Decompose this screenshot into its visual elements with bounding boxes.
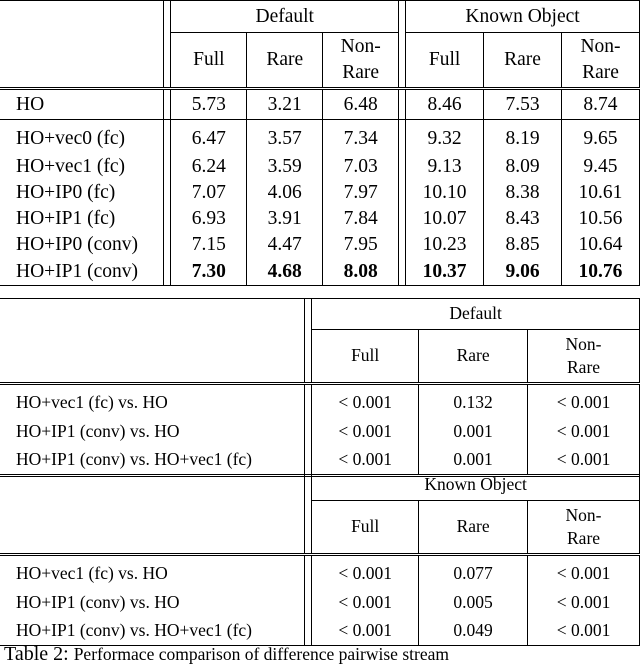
table-cell: 10.23 [422,234,467,256]
table-row [0,232,640,258]
row-label: HO+vec1 (fc) vs. HO [16,392,168,413]
subheader-full: Full [312,501,419,555]
table-cell: 9.45 [561,154,639,180]
caption-label: Table 2: [4,643,69,665]
table-cell: 7.15 [191,234,226,256]
table-row [0,258,640,286]
row-label: HO+IP0 (conv) [16,234,139,256]
table-cell: 3.21 [247,89,323,120]
subheader-rare: Rare [247,33,323,89]
table-cell: 0.001 [419,418,528,446]
subheader-rare: Rare [484,33,562,89]
row-label: HO+IP1 (conv) vs. HO+vec1 (fc) [0,617,305,646]
column-divider [305,299,312,330]
table-cell-best: 7.30 [171,258,247,286]
table-cell: 6.48 [323,89,399,120]
table-subheader-row [0,330,640,384]
table-cell: 8.74 [561,89,639,120]
table-cell: 0.132 [419,384,528,419]
table-cell: < 0.001 [528,617,640,646]
table-cell: < 0.001 [312,617,419,646]
subheader-rare: Rare [419,501,528,555]
table-row [0,180,640,206]
table-cell: 10.61 [561,180,639,206]
table-cell: 10.56 [561,206,639,232]
table-cell: 9.32 [427,128,462,150]
table-cell: 10.10 [422,182,467,204]
group-header-known-object: Known Object [312,470,640,501]
corner-cell [0,1,164,33]
pvalue-table-known-object [0,470,640,646]
table-cell: 8.43 [484,206,562,232]
table-cell: 6.24 [191,156,226,178]
table-subheader-row [0,501,640,555]
table-cell: 8.19 [484,120,562,155]
table-cell-best: 8.08 [323,258,399,286]
row-label: HO+IP1 (conv) vs. HO [16,421,180,442]
table-subheader-row [0,33,640,89]
table-cell: 7.95 [323,232,399,258]
results-table [0,0,640,286]
table-cell: < 0.001 [528,446,640,476]
group-header-known-object: Known Object [406,1,640,33]
table-header-row [0,470,640,501]
table-cell: 6.93 [191,208,226,230]
table-cell: 7.53 [484,89,562,120]
table-cell: < 0.001 [528,418,640,446]
table-cell: 8.09 [484,154,562,180]
table-cell: < 0.001 [338,421,392,442]
table-cell: 0.077 [419,555,528,590]
row-label: HO+IP0 (fc) [16,182,116,204]
table-row [0,89,640,120]
caption-text: Performace comparison of difference pairwise stream [73,644,449,664]
table-cell: 7.03 [323,154,399,180]
subheader-full: Full [406,33,484,89]
table-cell: < 0.001 [338,592,392,613]
table-cell: 10.07 [422,208,467,230]
subheader-rare: Rare [419,330,528,384]
subheader-nonrare: Non- Rare [528,501,640,555]
table-row [0,120,640,155]
table-header-row [0,299,640,330]
table-cell: < 0.001 [528,589,640,617]
subheader-nonrare: Non- Rare [561,33,639,89]
subheader-nonrare: Non- Rare [323,33,399,89]
row-label: HO [0,89,164,120]
subheader-full: Full [171,33,247,89]
table-cell: 0.049 [419,617,528,646]
table-cell: 8.85 [484,232,562,258]
table-row [0,555,640,590]
table-cell: 4.47 [247,232,323,258]
table-cell: 0.005 [419,589,528,617]
table-cell: 9.13 [427,156,462,178]
row-label: HO+IP1 (conv) vs. HO [16,592,180,613]
corner-cell [0,299,305,330]
table-cell-best: 10.76 [561,258,639,286]
table-cell-best: 4.68 [247,258,323,286]
group-header-default: Default [312,299,640,330]
table-row [0,206,640,232]
subheader-nonrare: Non- Rare [528,330,640,384]
table-cell: 7.97 [323,180,399,206]
column-divider [305,470,312,501]
table-caption [4,642,449,666]
subheader-full: Full [312,330,419,384]
table-cell: < 0.001 [528,384,640,419]
table-cell: 3.91 [247,206,323,232]
table-cell: 3.57 [247,120,323,155]
table-row [0,589,640,617]
row-label: HO+vec1 (fc) [16,156,125,178]
table-cell: 6.47 [191,128,226,150]
table-cell: < 0.001 [312,446,419,476]
table-cell: < 0.001 [338,392,392,413]
table-cell: 3.59 [247,154,323,180]
table-header-row [0,1,640,33]
row-label: HO+IP1 (conv) [0,258,164,286]
table-cell: 5.73 [171,89,247,120]
column-divider [164,1,171,33]
row-label: HO+vec1 (fc) vs. HO [16,563,168,584]
table-cell: 10.64 [561,232,639,258]
table-row [0,154,640,180]
table-cell: 8.38 [484,180,562,206]
table-cell: < 0.001 [338,563,392,584]
pvalue-table-default [0,298,640,477]
table-cell: < 0.001 [528,555,640,590]
table-cell: 9.65 [561,120,639,155]
table-cell-best: 9.06 [484,258,562,286]
row-label: HO+IP1 (conv) vs. HO+vec1 (fc) [0,446,305,476]
table-row [0,384,640,419]
row-label: HO+IP1 (fc) [16,208,116,230]
table-cell-best: 10.37 [406,258,484,286]
corner-cell [0,470,305,501]
table-cell: 4.06 [247,180,323,206]
table-cell: 7.07 [191,182,226,204]
table-cell: 7.34 [323,120,399,155]
table-cell: 8.46 [406,89,484,120]
table-cell: 7.84 [323,206,399,232]
group-header-default: Default [171,1,399,33]
column-divider [399,1,406,33]
table-cell: 0.001 [419,446,528,476]
row-label: HO+vec0 (fc) [16,128,125,150]
table-row [0,418,640,446]
